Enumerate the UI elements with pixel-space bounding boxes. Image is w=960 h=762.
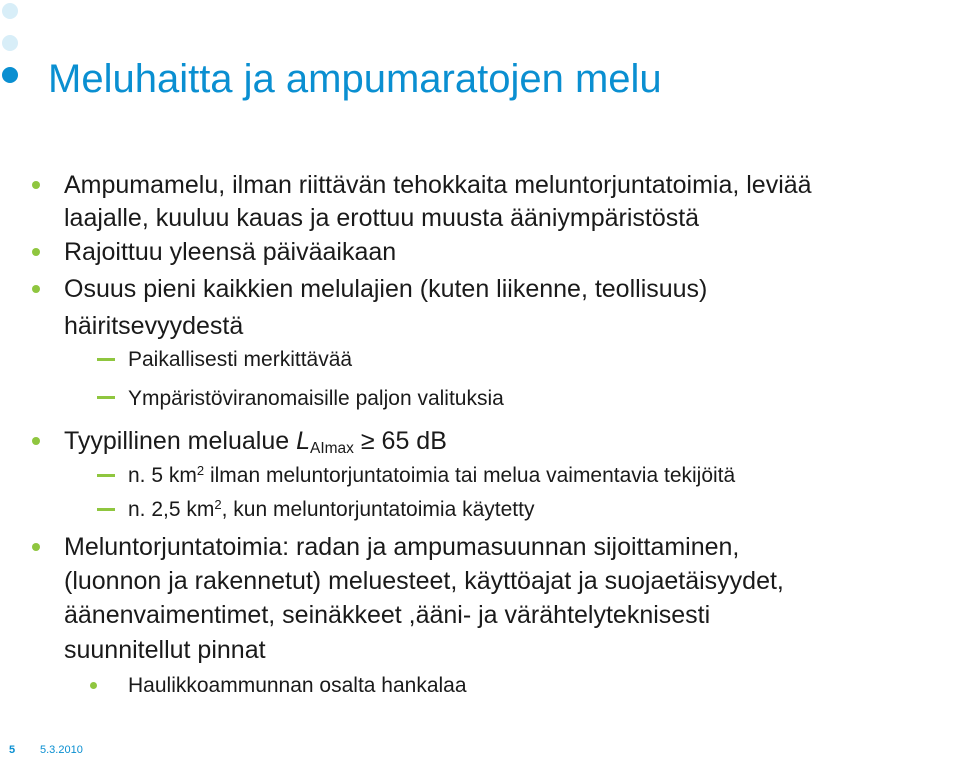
- bullet-text: Tyypillinen melualue $L_{AImax} \ge 65$ dB: [64, 427, 447, 457]
- footer-date: 5.3.2010: [40, 744, 83, 756]
- sub-bullet-text: Haulikkoammunnan osalta hankalaa: [128, 674, 467, 697]
- bullet-text: Rajoittuu yleensä päiväaikaan: [64, 238, 397, 266]
- bullet-text: äänenvaimentimet, seinäkkeet ,ääni- ja värähtelyteknisesti: [64, 601, 711, 629]
- dash-icon: [97, 508, 115, 511]
- bullet-icon: [90, 682, 97, 689]
- bullet-text: (luonnon ja rakennetut) meluesteet, käyttöajat ja suojaetäisyydet,: [64, 567, 784, 595]
- dash-icon: [97, 396, 115, 399]
- bullet-icon: [32, 285, 40, 293]
- bullet-text: Meluntorjuntatoimia: radan ja ampumasuunnan sijoittaminen,: [64, 533, 740, 561]
- bullet-text: laajalle, kuuluu kauas ja erottuu muusta ääniympäristöstä: [64, 204, 700, 232]
- bullet-text: suunnitellut pinnat: [64, 636, 266, 664]
- page-number: 5: [9, 744, 16, 756]
- dash-icon: [97, 358, 115, 361]
- sub-bullet-text: n. 5 $km^2$ ilman meluntorjuntatoimia tai melua vaimentavia tekijöitä: [128, 462, 736, 487]
- sub-bullet-text: n. 2,5 $km^2$, kun meluntorjuntatoimia käytetty: [128, 496, 535, 521]
- bullet-icon: [32, 437, 40, 445]
- bullet-icon: [32, 248, 40, 256]
- bullet-icon: [32, 543, 40, 551]
- slide-title: Meluhaitta ja ampumaratojen melu: [48, 57, 662, 101]
- dash-icon: [97, 474, 115, 477]
- sub-bullet-text: Paikallisesti merkittävää: [128, 348, 353, 371]
- bullet-icon: [32, 181, 40, 189]
- bullet-text: Osuus pieni kaikkien melulajien (kuten liikenne, teollisuus): [64, 275, 708, 303]
- sub-bullet-text: Ympäristöviranomaisille paljon valituksia: [128, 387, 504, 410]
- bullet-text: Ampumamelu, ilman riittävän tehokkaita meluntorjuntatoimia, leviää: [64, 171, 812, 199]
- bullet-text: häiritsevyydestä: [64, 312, 244, 340]
